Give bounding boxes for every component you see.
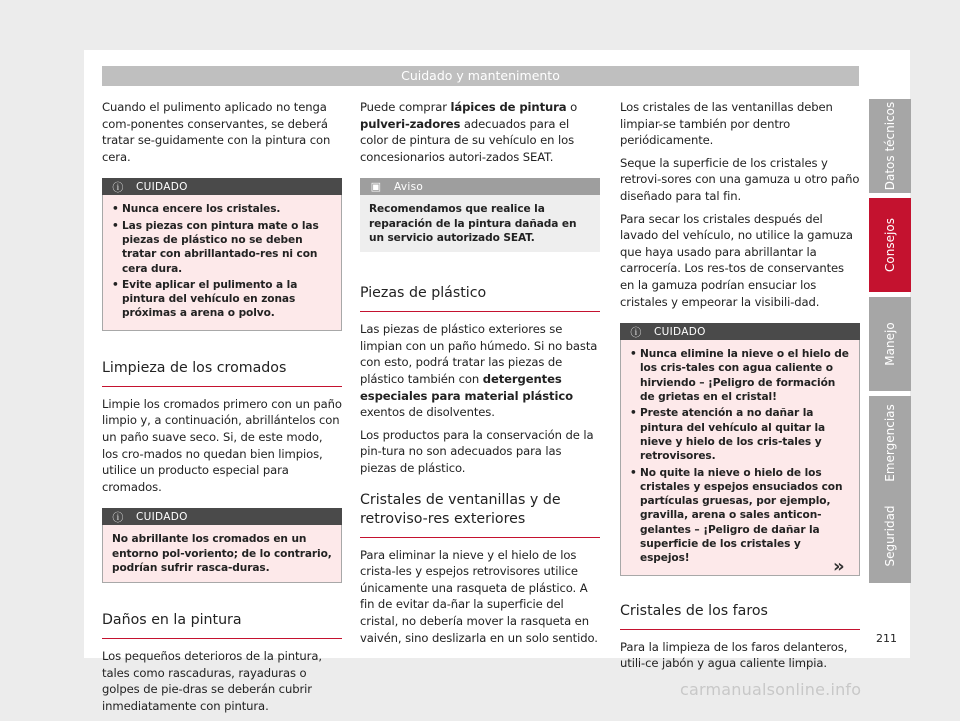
caution-box-3: [620, 323, 860, 575]
bullet-icon: •: [630, 466, 637, 479]
caution-item: [112, 219, 333, 276]
caution-body: [102, 195, 342, 330]
bullet-icon: •: [630, 348, 637, 361]
column-2: [360, 99, 600, 652]
text-run: Las piezas de plástico exteriores se limpian con un paño húmedo. Si no basta con esto, podrá tratar las piezas de plástico también con: [360, 322, 598, 387]
section-title-plastico: Piezas de plástico: [360, 284, 600, 312]
column-1: [102, 99, 342, 721]
caution-item-text: No quite la nieve o hielo de los cristales y espejos ensuciados con partículas gruesas, por ejemplo, gravilla, arena o sales anticon-gelantes – ¡Peligro de dañar la superficie de los cristales y espejos!: [640, 466, 843, 565]
tab-seguridad[interactable]: [869, 489, 911, 583]
bullet-icon: •: [112, 203, 119, 216]
caution-header: [620, 323, 860, 340]
text-run: exentos de disolventes.: [360, 405, 495, 420]
tab-label: Manejo: [883, 322, 897, 366]
caution-item-text: Las piezas con pintura mate o las piezas de plástico no se deben tratar con abrillantado-res ni con cera dura.: [122, 219, 319, 275]
caution-item: [630, 406, 851, 463]
caution-label: CUIDADO: [654, 325, 706, 338]
text-run: o: [566, 100, 578, 114]
caution-icon: ⓘ: [630, 325, 642, 339]
caution-item-text: Preste atención a no dañar la pintura del vehículo al quitar la nieve y hielo de los cris-tales y retrovisores.: [640, 407, 826, 463]
caution-icon: ⓘ: [112, 180, 124, 194]
cristales-paragraph: Para eliminar la nieve y el hielo de los crista-les y espejos retrovisores utilice únicamente una rasqueta de plástico. A fin de evitar da-ñar la superficie del cristal, no debería mover la rasqueta en vaivén, sino deslizarla en un solo sentido.: [360, 547, 598, 645]
section-title-cristales: Cristales de ventanillas y de retroviso-res exteriores: [360, 491, 600, 538]
caution-item-text: Evite aplicar el pulimento a la pintura del vehículo en zonas próximas a arena o polvo.: [122, 278, 298, 320]
caution-icon: ⓘ: [112, 510, 124, 524]
tab-label: Seguridad: [883, 505, 897, 567]
page-number: 211: [876, 632, 897, 645]
cristales-paragraph-3: Para secar los cristales después del lavado del vehículo, no utilice la gamuza que haya usado para abrillantar la carrocería. Los res-tos de conservantes en la gamuza podrían ensuciar los cristales y empeorar la visibili-dad.: [620, 211, 853, 309]
notice-box: [360, 178, 600, 252]
caution-item: [112, 202, 333, 216]
caution-item: [112, 278, 333, 321]
tab-label: Datos técnicos: [883, 101, 897, 191]
bullet-icon: •: [630, 407, 637, 420]
bold-term: lápices de pintura: [450, 100, 567, 114]
section-title-danos-pintura: Daños en la pintura: [102, 611, 342, 639]
notice-header: [360, 178, 600, 195]
bullet-icon: •: [112, 278, 119, 291]
bold-term: detergentes especiales para material plástico: [360, 372, 573, 403]
caution-item: [630, 466, 851, 566]
tab-label: Emergencias: [883, 404, 897, 482]
caution-box-2: [102, 508, 342, 583]
bullet-icon: •: [112, 219, 119, 232]
caution-box-1: [102, 178, 342, 330]
tab-datos-tecnicos[interactable]: [869, 99, 911, 193]
plastico-paragraph-1: [360, 321, 600, 421]
bold-term: pulveri-zadores: [360, 116, 461, 131]
caution-label: CUIDADO: [136, 180, 188, 193]
watermark: carmanualsonline.info: [680, 680, 862, 699]
text-run: adecuados para el color de pintura de su vehículo en los concesionarios autori-zados SEAT.: [360, 116, 575, 164]
danos-pintura-paragraph: Los pequeños deterioros de la pintura, tales como rascaduras, rayaduras o golpes de pie-dras se deberán cubrir inmediatamente con pintura.: [102, 649, 322, 713]
tab-consejos[interactable]: [869, 198, 911, 292]
tab-label: Consejos: [883, 218, 897, 272]
section-title-cromados: Limpieza de los cromados: [102, 359, 342, 387]
notice-label: Aviso: [394, 180, 424, 193]
tab-manejo[interactable]: [869, 297, 911, 391]
intro-paragraph: Cuando el pulimento aplicado no tenga com-ponentes conservantes, se deberá tratar se-guidamente con la pintura con cera.: [102, 100, 331, 164]
page-header-title: Cuidado y mantenimento: [102, 66, 859, 86]
cromados-paragraph: Limpie los cromados primero con un paño limpio y, a continuación, abrillántelos con un paño suave seco. Si, de este modo, los cro-mados no quedan bien limpios, utilice un producto especial para cromados.: [102, 396, 342, 494]
caution-body: [620, 340, 860, 575]
continue-mark-icon: »: [833, 556, 845, 577]
notice-icon: ▣: [370, 180, 382, 194]
caution-item: [630, 347, 851, 404]
plastico-paragraph-2: Los productos para la conservación de la pin-tura no son adecuados para las piezas de plástico.: [360, 427, 594, 476]
caution-body: No abrillante los cromados en un entorno pol-voriento; de lo contrario, podrían sufrir rasca-duras.: [102, 525, 342, 583]
cristales-paragraph-1: Los cristales de las ventanillas deben limpiar-se también por dentro periódicamente.: [620, 100, 833, 148]
caution-label: CUIDADO: [136, 510, 188, 523]
text-run: Puede comprar: [360, 100, 451, 114]
pintura-purchase-paragraph: [360, 99, 600, 165]
notice-body: Recomendamos que realice la reparación de la pintura dañada en un servicio autorizado SEAT.: [360, 195, 600, 252]
tab-emergencias[interactable]: [869, 396, 911, 490]
faros-paragraph: Para la limpieza de los faros delanteros, utili-ce jabón y agua caliente limpia.: [620, 639, 848, 671]
section-title-faros: Cristales de los faros: [620, 602, 860, 630]
cristales-paragraph-2: Seque la superficie de los cristales y retrovi-sores con una gamuza u otro paño diseñado para tal fin.: [620, 155, 860, 203]
column-3: [620, 99, 860, 678]
caution-header: [102, 178, 342, 195]
caution-item-text: Nunca elimine la nieve o el hielo de los cris-tales con agua caliente o hirviendo – ¡Peligro de formación de grietas en el cristal!: [640, 348, 849, 404]
caution-item-text: Nunca encere los cristales.: [122, 203, 281, 216]
caution-header: [102, 508, 342, 525]
